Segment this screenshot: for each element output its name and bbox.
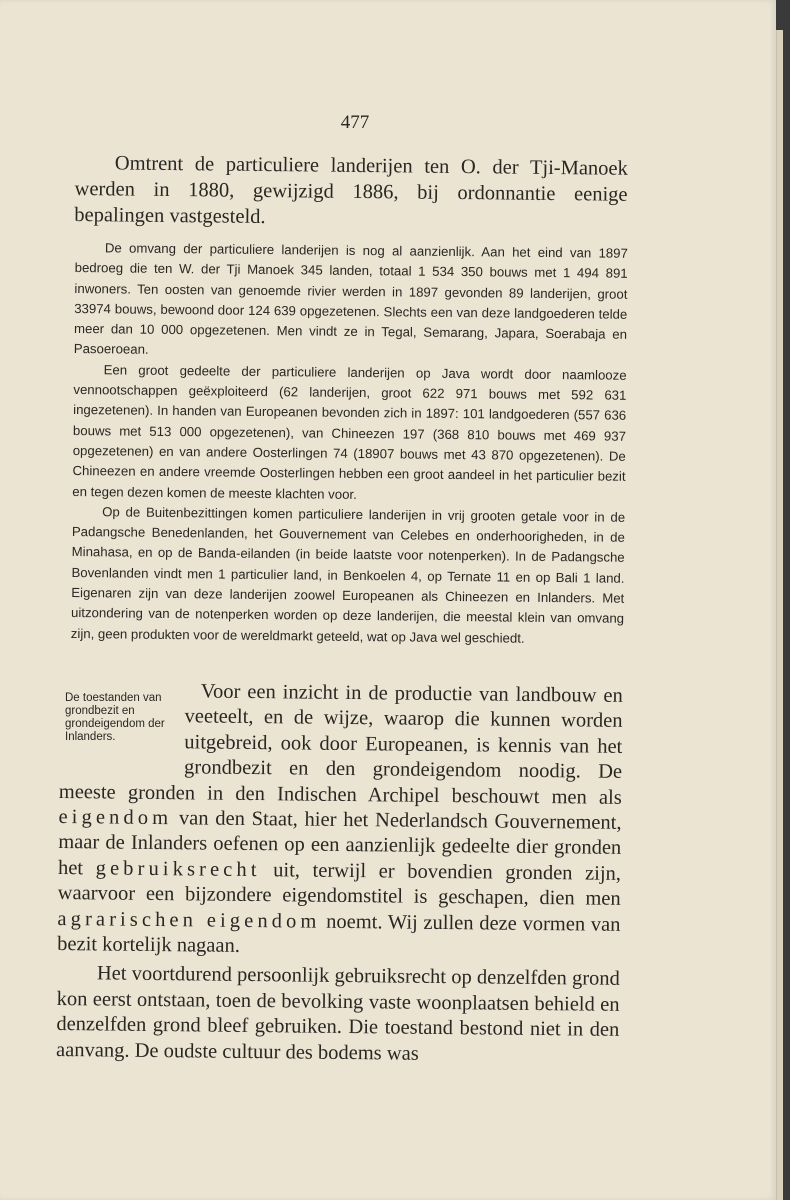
small-paragraph: Een groot gedeelte der particuliere landerijen op Java wordt door naamlooze vennootschappen geëxploiteerd (62 landerijen, groot 622 971 bouws met 592 631 ingezetenen). In handen van Europeanen bevonden zich in 1897: 101 landgoederen (557 636 bouws met 513 000 opgezetenen), van Chineezen 197 (368 810 bouws met 469 937 opgezetenen) en van andere Oosterlingen 74 (18907 bouws met 43 870 opgezetenen). De Chineezen en andere vreemde Oosterlingen hebben een groot aandeel in het particulier bezit en tegen dezen komen de meeste klachten voor. bbox=[72, 362, 627, 502]
intro-paragraph: Omtrent de particuliere landerijen ten O. der Tji-Manoek werden in 1880, gewijzigd 1886, bij ordonnantie eenige bepalingen vastgesteld. bbox=[74, 152, 628, 228]
emphasis-agrarischen-eigendom: agrarischen eigendom bbox=[57, 907, 321, 933]
page-number: 477 bbox=[340, 112, 370, 133]
main-paragraph: Het voortdurend persoonlijk gebruiksrecht op denzelfden grond kon eerst ontstaan, toen de bevolking vaste woonplaatsen behield en denzelfden grond bleef gebruiken. Die toestand bestond niet in den aanvang. De oudste cultuur des bodems was bbox=[55, 962, 620, 1065]
main-paragraph: Voor een inzicht in de productie van landbouw en veeteelt, en de wijze, waarop die kunnen worden uitgebreid, ook door Europeanen, is kennis van het grondbezit en den grondeigendom noodig. De meeste gronden in den Indischen Archipel beschouwt men als eigendom van den Staat, hier het Nederlandsch Gouvernement, maar de Inlanders oefenen op een aanzienlijk gedeelte dier gronden het gebruiksrecht uit, terwijl er bovendien gronden zijn, waarvoor een bijzondere eigendomstitel is geschapen, dien men agrarischen eigendom noemt. Wij zullen deze vormen van bezit kortelijk nagaan. bbox=[57, 680, 623, 957]
emphasis-gebruiksrecht: gebruiksrecht bbox=[95, 857, 261, 881]
main-text bbox=[56, 678, 623, 1069]
small-paragraph: De omvang der particuliere landerijen is nog al aanzienlijk. Aan het eind van 1897 bedroeg die ten W. der Tji Manoek 345 landen, totaal 1 534 350 bouws met 1 494 891 inwoners. Ten oosten van genoemde rivier werden in 1897 gevonden 89 landerijen, groot 33974 bouws, bewoond door 124 639 opgezetenen. Slechts een van deze landgoederen telde meer dan 10 000 opgezetenen. Men vindt ze in Tegal, Semarang, Japara, Soerabaja en Pasoeroean. bbox=[73, 240, 628, 358]
small-print-section bbox=[71, 238, 628, 650]
margin-note: De toestanden van grondbezit en grondeigendom der Inlanders. bbox=[65, 692, 165, 743]
emphasis-eigendom: eigendom bbox=[58, 806, 173, 830]
page-edge bbox=[776, 30, 783, 1200]
small-paragraph: Op de Buitenbezittingen komen particuliere landerijen in vrij grooten getale voor in de Padangsche Benedenlanden, het Gouvernement van Celebes en onderhoorigheden, in de Minahasa, en op de Banda-eilanden (in beide laatste voor notenperken). In de Padangsche Bovenlanden vindt men 1 particulier land, in Benkoelen 4, op Ternate 11 en op Bali 1 land. Eigenaren zijn van deze landerijen zoowel Europeanen als Chineezen en Inlanders. Met uitzondering van de notenperken worden op deze landerijen, die meestal klein van omvang zijn, geen produkten voor de wereldmarkt geteeld, wat op Java wel geschiedt. bbox=[70, 504, 626, 646]
